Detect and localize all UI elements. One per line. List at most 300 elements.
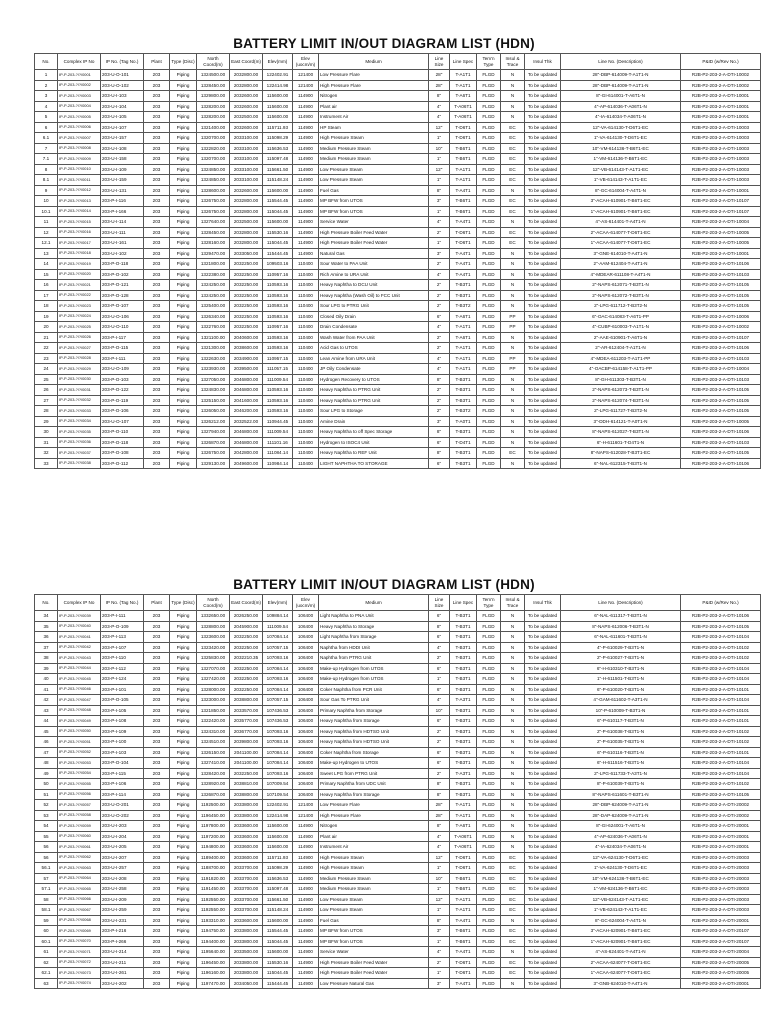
table-cell: EC bbox=[501, 884, 525, 895]
table-cell: Piping bbox=[170, 978, 197, 989]
table-cell: Piping bbox=[170, 915, 197, 926]
table-cell: 111009.54 bbox=[263, 374, 293, 385]
table-cell: T-B3T2 bbox=[450, 406, 477, 417]
table-row bbox=[35, 926, 761, 937]
table-cell: 2"-LPG-611727-T-B3T2-N bbox=[561, 406, 681, 417]
table-cell: 2033600.00 bbox=[230, 821, 263, 832]
table-cell: 2033700.00 bbox=[230, 884, 263, 895]
table-cell: To be updated bbox=[525, 164, 561, 175]
column-header: Plant bbox=[144, 595, 170, 611]
table-row bbox=[35, 238, 761, 249]
table-cell: 1" bbox=[429, 206, 450, 217]
table-cell: 1328600.00 bbox=[197, 185, 230, 196]
table-cell: T-B6T1 bbox=[450, 873, 477, 884]
table-cell: R2B-P2-203-2-A-DTI-10002 bbox=[681, 80, 761, 91]
table-cell: IP-P-203-?/?/0033 bbox=[58, 406, 101, 417]
table-cell: 2034900.00 bbox=[230, 353, 263, 364]
table-cell: 1197470.00 bbox=[197, 978, 230, 989]
table-cell: 2038600.00 bbox=[230, 343, 263, 354]
table-cell: 2032250.00 bbox=[230, 674, 263, 685]
table-cell: 2033500.00 bbox=[230, 947, 263, 958]
table-cell: 3 bbox=[35, 91, 58, 102]
table-cell: Piping bbox=[170, 416, 197, 427]
table-cell: 115044.45 bbox=[263, 238, 293, 249]
table-cell: Light Naphtha from Storage bbox=[319, 632, 429, 643]
table-cell: FLGD bbox=[477, 842, 501, 853]
table-cell: R2B-P2-203-2-A-DTI-10001 bbox=[681, 185, 761, 196]
table-cell: 2032800.00 bbox=[230, 206, 263, 217]
table-cell: 2032600.00 bbox=[230, 122, 263, 133]
table-cell: 115636.53 bbox=[263, 873, 293, 884]
table-cell: FLGD bbox=[477, 80, 501, 91]
table-cell: T-A6T1 bbox=[450, 332, 477, 343]
table-cell: Heavy Naphtha from HDTSO Unit bbox=[319, 726, 429, 737]
table-cell: 4"-CUBP-610003-T-A1T1-N bbox=[561, 322, 681, 333]
table-cell: 203-U-I-161 bbox=[101, 238, 144, 249]
table-cell: 110593.16 bbox=[263, 301, 293, 312]
table-cell: 2042800.00 bbox=[230, 448, 263, 459]
table-cell: FLGD bbox=[477, 416, 501, 427]
table-cell: 106400 bbox=[293, 684, 319, 695]
table-cell: 2033700.00 bbox=[230, 894, 263, 905]
table-cell: 4"-IA-614034-T-A06T1-N bbox=[561, 112, 681, 123]
table-cell: 106400 bbox=[293, 768, 319, 779]
table-cell: FLGD bbox=[477, 968, 501, 979]
table-cell: N bbox=[501, 70, 525, 81]
table-cell: Piping bbox=[170, 768, 197, 779]
table-cell: 4"-AS-614401-T-A4T1-N bbox=[561, 217, 681, 228]
table-cell: 2" bbox=[429, 395, 450, 406]
table-cell: Piping bbox=[170, 448, 197, 459]
table-cell: T-A3T1 bbox=[450, 695, 477, 706]
table-cell: 1326870.00 bbox=[197, 789, 230, 800]
table-cell: 203 bbox=[144, 437, 170, 448]
table-row bbox=[35, 374, 761, 385]
column-header: Line Spec bbox=[450, 595, 477, 611]
table-cell: 203 bbox=[144, 936, 170, 947]
table-cell: 44 bbox=[35, 716, 58, 727]
table-cell: T-A4T1 bbox=[450, 259, 477, 270]
table-cell: T-A1T1 bbox=[450, 80, 477, 91]
table-cell: 2041600.00 bbox=[230, 395, 263, 406]
table-cell: EC bbox=[501, 894, 525, 905]
table-cell: Coker Naphtha from Storage bbox=[319, 747, 429, 758]
table-cell: IP-P-203-?/?/0065 bbox=[58, 884, 101, 895]
table-cell: T-B3T1 bbox=[450, 758, 477, 769]
table-cell: 110400 bbox=[293, 406, 319, 417]
table-cell: R2B-P2-203-2-A-DTI-20003 bbox=[681, 863, 761, 874]
table-row bbox=[35, 642, 761, 653]
table-cell: Low Pressure Steam bbox=[319, 905, 429, 916]
table-cell: 203-P-O-119 bbox=[101, 395, 144, 406]
column-header: Medium bbox=[319, 54, 429, 70]
table-cell: IP-P-203-?/?/0057 bbox=[58, 800, 101, 811]
table-cell: R2B-P2-203-2-A-DTI-20003 bbox=[681, 894, 761, 905]
table-cell: 12" bbox=[429, 122, 450, 133]
table-cell: To be updated bbox=[525, 133, 561, 144]
table-cell: Piping bbox=[170, 611, 197, 622]
table-cell: 106400 bbox=[293, 737, 319, 748]
table-cell: N bbox=[501, 343, 525, 354]
table-cell: To be updated bbox=[525, 905, 561, 916]
table-cell: To be updated bbox=[525, 395, 561, 406]
table-cell: T-D6T1 bbox=[450, 957, 477, 968]
table-cell: T-B3T1 bbox=[450, 642, 477, 653]
column-header: Line No. (Description) bbox=[561, 595, 681, 611]
table-cell: 203 bbox=[144, 374, 170, 385]
table-cell: R2B-P2-203-2-A-DTI-20005 bbox=[681, 957, 761, 968]
table-cell: Piping bbox=[170, 842, 197, 853]
table-cell: Piping bbox=[170, 80, 197, 91]
table-cell: 60 bbox=[35, 926, 58, 937]
column-header: Insul & Trace bbox=[501, 54, 525, 70]
table-row bbox=[35, 663, 761, 674]
table-cell: 203 bbox=[144, 301, 170, 312]
table-cell: FLGD bbox=[477, 458, 501, 469]
table-cell: 115148.24 bbox=[263, 175, 293, 186]
table-cell: Piping bbox=[170, 957, 197, 968]
table-cell: 2045900.00 bbox=[230, 621, 263, 632]
column-header: P&ID (w/Rev No.) bbox=[681, 595, 761, 611]
table-cell: 3"-ACAH-620901-T-B6T1-EC bbox=[561, 926, 681, 937]
table-cell: 110957.16 bbox=[263, 269, 293, 280]
table-cell: 1327640.00 bbox=[197, 217, 230, 228]
table-cell: To be updated bbox=[525, 259, 561, 270]
table-cell: 203 bbox=[144, 427, 170, 438]
table-cell: T-A1T1 bbox=[450, 810, 477, 821]
table-cell: 203 bbox=[144, 101, 170, 112]
table-cell: IP-P-203-?/?/0026 bbox=[58, 332, 101, 343]
table-cell: 203-U-O-107 bbox=[101, 416, 144, 427]
table-cell: 107109.54 bbox=[263, 789, 293, 800]
table-cell: 1192500.00 bbox=[197, 800, 230, 811]
table-cell: 110593.16 bbox=[263, 290, 293, 301]
table-cell: T-B6T1 bbox=[450, 206, 477, 217]
table-cell: N bbox=[501, 642, 525, 653]
table-cell: 203-P-O-128 bbox=[101, 290, 144, 301]
table-cell: IP-P-203-?/?/0050 bbox=[58, 726, 101, 737]
table-cell: Piping bbox=[170, 269, 197, 280]
table-cell: 1325400.00 bbox=[197, 301, 230, 312]
table-cell: 8"-GH-611303-T-B3T1-N bbox=[561, 374, 681, 385]
table-cell: N bbox=[501, 217, 525, 228]
column-header: North Coord(m) bbox=[197, 54, 230, 70]
table-cell: 18 bbox=[35, 301, 58, 312]
table-cell: T-B3T1 bbox=[450, 427, 477, 438]
table-cell: 8"-NAPS-612006-T-B3T1-N bbox=[561, 621, 681, 632]
table-cell: 110957.15 bbox=[263, 353, 293, 364]
table-cell: 2032250.00 bbox=[230, 269, 263, 280]
table-cell: 12"-VA-624130-T-D6T1-EC bbox=[561, 852, 681, 863]
table-cell: 1" bbox=[429, 884, 450, 895]
table-cell: 2033100.00 bbox=[230, 133, 263, 144]
table-cell: 203-P-O-103 bbox=[101, 374, 144, 385]
table-cell: 203-U-I-257 bbox=[101, 863, 144, 874]
table-cell: IP-P-203-?/?/0022 bbox=[58, 290, 101, 301]
table-cell: 1322630.00 bbox=[197, 353, 230, 364]
table-cell: T-B3T1 bbox=[450, 705, 477, 716]
table-cell: 115097.48 bbox=[263, 884, 293, 895]
table-cell: FLGD bbox=[477, 695, 501, 706]
table-cell: Piping bbox=[170, 217, 197, 228]
table-cell: 1195640.00 bbox=[197, 947, 230, 958]
table-cell: 114900 bbox=[293, 863, 319, 874]
table-cell: Piping bbox=[170, 175, 197, 186]
table-cell: PP bbox=[501, 322, 525, 333]
table-cell: 1320700.00 bbox=[197, 154, 230, 165]
table-cell: 110400 bbox=[293, 332, 319, 343]
table-cell: Hydrogen to ISOC4 Unit bbox=[319, 437, 429, 448]
table-cell: 1" bbox=[429, 863, 450, 874]
table-cell: 8" bbox=[429, 374, 450, 385]
table-cell: Piping bbox=[170, 716, 197, 727]
table-cell: FLGD bbox=[477, 154, 501, 165]
table-row bbox=[35, 416, 761, 427]
table-cell: 114900 bbox=[293, 101, 319, 112]
table-cell: 4"-GAM-611602-T-A3T1-N bbox=[561, 695, 681, 706]
table-cell: Piping bbox=[170, 227, 197, 238]
table-cell: 203 bbox=[144, 663, 170, 674]
table-cell: 203 bbox=[144, 768, 170, 779]
table-cell: 115098.29 bbox=[263, 863, 293, 874]
table-cell: 203-P-I-166 bbox=[101, 206, 144, 217]
table-cell: N bbox=[501, 80, 525, 91]
table-cell: 114900 bbox=[293, 91, 319, 102]
table-cell: R2B-P2-203-2-A-DTI-10004 bbox=[681, 217, 761, 228]
table-cell: IP-P-203-?/?/0052 bbox=[58, 747, 101, 758]
table-cell: Closed Oily Drain bbox=[319, 311, 429, 322]
table-cell: 2049600.00 bbox=[230, 458, 263, 469]
table-cell: Service Water bbox=[319, 217, 429, 228]
table-cell: 1324310.00 bbox=[197, 726, 230, 737]
table-cell: N bbox=[501, 653, 525, 664]
table-cell: High Pressure Flare bbox=[319, 80, 429, 91]
table-cell: Rich Amine to URA Unit bbox=[319, 269, 429, 280]
table-cell: 12" bbox=[429, 164, 450, 175]
table-cell: 8" bbox=[429, 789, 450, 800]
table-cell: To be updated bbox=[525, 800, 561, 811]
table-cell: EC bbox=[501, 238, 525, 249]
table-cell: Nitrogen bbox=[319, 91, 429, 102]
table-cell: 203-U-I-214 bbox=[101, 947, 144, 958]
table-cell: 110400 bbox=[293, 416, 319, 427]
table-cell: FLGD bbox=[477, 800, 501, 811]
table-cell: 57.1 bbox=[35, 884, 58, 895]
table-cell: 114900 bbox=[293, 133, 319, 144]
table-cell: 203-P-O-104 bbox=[101, 758, 144, 769]
table-cell: 115600.00 bbox=[263, 915, 293, 926]
table-cell: To be updated bbox=[525, 684, 561, 695]
table-row bbox=[35, 301, 761, 312]
table-cell: 107436.53 bbox=[263, 705, 293, 716]
table-cell: Lean Amine from URA Unit bbox=[319, 353, 429, 364]
table-cell: Piping bbox=[170, 374, 197, 385]
line-list-table-2 bbox=[34, 594, 761, 989]
table-cell: 2"-NAPS-612072-T-B3T1-N bbox=[561, 290, 681, 301]
table-cell: 2032800.00 bbox=[230, 80, 263, 91]
table-cell: Piping bbox=[170, 143, 197, 154]
table-cell: 1327070.00 bbox=[197, 663, 230, 674]
table-cell: 1327050.00 bbox=[197, 374, 230, 385]
table-cell: T-B3T1 bbox=[450, 611, 477, 622]
table-cell: Piping bbox=[170, 290, 197, 301]
table-cell: R2B-P2-203-2-A-DTI-10001 bbox=[681, 91, 761, 102]
table-cell: 13 bbox=[35, 248, 58, 259]
table-cell: 203-P-O-112 bbox=[101, 458, 144, 469]
table-cell: 57 bbox=[35, 873, 58, 884]
table-cell: IP-P-203-?/?/0069 bbox=[58, 926, 101, 937]
table-cell: FLGD bbox=[477, 290, 501, 301]
table-cell: IP-P-203-?/?/0029 bbox=[58, 364, 101, 375]
table-cell: Piping bbox=[170, 684, 197, 695]
table-cell: R2B-P2-203-2-A-DTI-10103 bbox=[681, 437, 761, 448]
table-row bbox=[35, 632, 761, 643]
table-row bbox=[35, 611, 761, 622]
table-cell: N bbox=[501, 101, 525, 112]
table-cell: To be updated bbox=[525, 406, 561, 417]
table-cell: 1196160.00 bbox=[197, 968, 230, 979]
table-cell: 203-U-I-205 bbox=[101, 842, 144, 853]
table-cell: 35 bbox=[35, 621, 58, 632]
table-cell: 203 bbox=[144, 122, 170, 133]
table-cell: 2032800.00 bbox=[230, 70, 263, 81]
table-cell: 2032800.00 bbox=[230, 238, 263, 249]
table-cell: 2034050.00 bbox=[230, 978, 263, 989]
table-cell: 115600.00 bbox=[263, 947, 293, 958]
table-cell: IP-P-203-?/?/0032 bbox=[58, 395, 101, 406]
table-cell: To be updated bbox=[525, 238, 561, 249]
table-cell: LIGHT NAPHTHA TO STORAGE bbox=[319, 458, 429, 469]
table-cell: 203-P-I-113 bbox=[101, 632, 144, 643]
table-cell: 203-U-I-261 bbox=[101, 968, 144, 979]
table-cell: IP-P-203-?/?/0041 bbox=[58, 632, 101, 643]
table-cell: R2B-P2-203-2-A-DTI-10107 bbox=[681, 206, 761, 217]
table-cell: IP-P-203-?/?/0068 bbox=[58, 915, 101, 926]
table-cell: 62.1 bbox=[35, 968, 58, 979]
table-cell: 203-U-I-209 bbox=[101, 894, 144, 905]
table-cell: T-A0T1 bbox=[450, 416, 477, 427]
table-cell: To be updated bbox=[525, 611, 561, 622]
table-cell: R2B-P2-203-2-A-DTI-10105 bbox=[681, 301, 761, 312]
column-header: Insul Thk bbox=[525, 54, 561, 70]
table-cell: 203-P-I-216 bbox=[101, 926, 144, 937]
table-cell: IP-P-203-?/?/0046 bbox=[58, 684, 101, 695]
table-cell: 2038810.00 bbox=[230, 779, 263, 790]
table-cell: To be updated bbox=[525, 894, 561, 905]
table-cell: 203-P-I-114 bbox=[101, 789, 144, 800]
table-cell: 106400 bbox=[293, 695, 319, 706]
column-header: Elev(mm) bbox=[263, 54, 293, 70]
table-cell: FLGD bbox=[477, 621, 501, 632]
table-cell: High Pressure Boiler Feed Water bbox=[319, 227, 429, 238]
table-cell: R2B-P2-203-2-A-DTI-10105 bbox=[681, 385, 761, 396]
table-cell: 27 bbox=[35, 395, 58, 406]
table-cell: FLGD bbox=[477, 70, 501, 81]
table-row bbox=[35, 768, 761, 779]
table-row bbox=[35, 695, 761, 706]
table-cell: IP-P-203-?/?/0035 bbox=[58, 427, 101, 438]
table-cell: 110400 bbox=[293, 290, 319, 301]
table-cell: EC bbox=[501, 863, 525, 874]
column-header: Insul & Trace bbox=[501, 595, 525, 611]
table-cell: 28"-DBP-624009-T-A1T1-N bbox=[561, 800, 681, 811]
table-cell: N bbox=[501, 395, 525, 406]
table-row bbox=[35, 332, 761, 343]
table-cell: 110400 bbox=[293, 353, 319, 364]
table-cell: 203-P-O-118 bbox=[101, 259, 144, 270]
table-cell: FLGD bbox=[477, 894, 501, 905]
table-cell: Piping bbox=[170, 248, 197, 259]
table-cell: N bbox=[501, 842, 525, 853]
column-header: Medium bbox=[319, 595, 429, 611]
table-cell: 203-U-O-102 bbox=[101, 80, 144, 91]
table-cell: EC bbox=[501, 873, 525, 884]
table-cell: 1197200.00 bbox=[197, 831, 230, 842]
table-cell: IP-P-203-?/?/0009 bbox=[58, 154, 101, 165]
table-cell: 1326870.00 bbox=[197, 437, 230, 448]
column-header: Complex IP No bbox=[58, 54, 101, 70]
table-cell: IP-P-203-?/?/0020 bbox=[58, 269, 101, 280]
column-header: No. bbox=[35, 595, 58, 611]
table-cell: IP-P-203-?/?/0024 bbox=[58, 311, 101, 322]
table-cell: R2B-P2-203-2-A-DTI-10103 bbox=[681, 353, 761, 364]
table-cell: 203-P-I-112 bbox=[101, 663, 144, 674]
table-cell: To be updated bbox=[525, 957, 561, 968]
table-cell: 114900 bbox=[293, 217, 319, 228]
table-cell: 2" bbox=[429, 406, 450, 417]
table-cell: EC bbox=[501, 143, 525, 154]
table-cell: 115636.53 bbox=[263, 143, 293, 154]
table-cell: EC bbox=[501, 852, 525, 863]
table-cell: N bbox=[501, 915, 525, 926]
table-cell: 59 bbox=[35, 915, 58, 926]
table-row bbox=[35, 101, 761, 112]
table-row bbox=[35, 947, 761, 958]
table-cell: 2033700.00 bbox=[230, 873, 263, 884]
column-header: Type (Disc) bbox=[170, 595, 197, 611]
table-cell: Piping bbox=[170, 427, 197, 438]
table-cell: 203 bbox=[144, 842, 170, 853]
table-cell: 2" bbox=[429, 768, 450, 779]
table-cell: 8" bbox=[429, 821, 450, 832]
table-cell: 12.1 bbox=[35, 238, 58, 249]
table-cell: 1196450.00 bbox=[197, 957, 230, 968]
table-row bbox=[35, 185, 761, 196]
table-row bbox=[35, 80, 761, 91]
table-cell: FLGD bbox=[477, 122, 501, 133]
column-header: Elev(mm) bbox=[263, 595, 293, 611]
table-cell: IP-P-203-?/?/0044 bbox=[58, 663, 101, 674]
table-cell: 2032600.00 bbox=[230, 185, 263, 196]
table-cell: IP-P-203-?/?/0003 bbox=[58, 91, 101, 102]
table-cell: 106400 bbox=[293, 663, 319, 674]
table-cell: 39 bbox=[35, 663, 58, 674]
table-cell: 203-P-I-116 bbox=[101, 196, 144, 207]
table-cell: 2032250.00 bbox=[230, 663, 263, 674]
table-cell: 203-P-O-110 bbox=[101, 427, 144, 438]
table-cell: N bbox=[501, 978, 525, 989]
table-cell: T-A1T1 bbox=[450, 353, 477, 364]
table-cell: 203 bbox=[144, 863, 170, 874]
table-cell: R2B-P2-203-2-A-DTI-10105 bbox=[681, 406, 761, 417]
table-cell: R2B-P2-203-2-A-DTI-10106 bbox=[681, 458, 761, 469]
table-cell: 28" bbox=[429, 80, 450, 91]
table-cell: 114900 bbox=[293, 206, 319, 217]
table-cell: To be updated bbox=[525, 726, 561, 737]
table-cell: T-B3T1 bbox=[450, 280, 477, 291]
table-cell: Primary Naphtha from Storage bbox=[319, 705, 429, 716]
table-cell: 203-P-O-115 bbox=[101, 343, 144, 354]
